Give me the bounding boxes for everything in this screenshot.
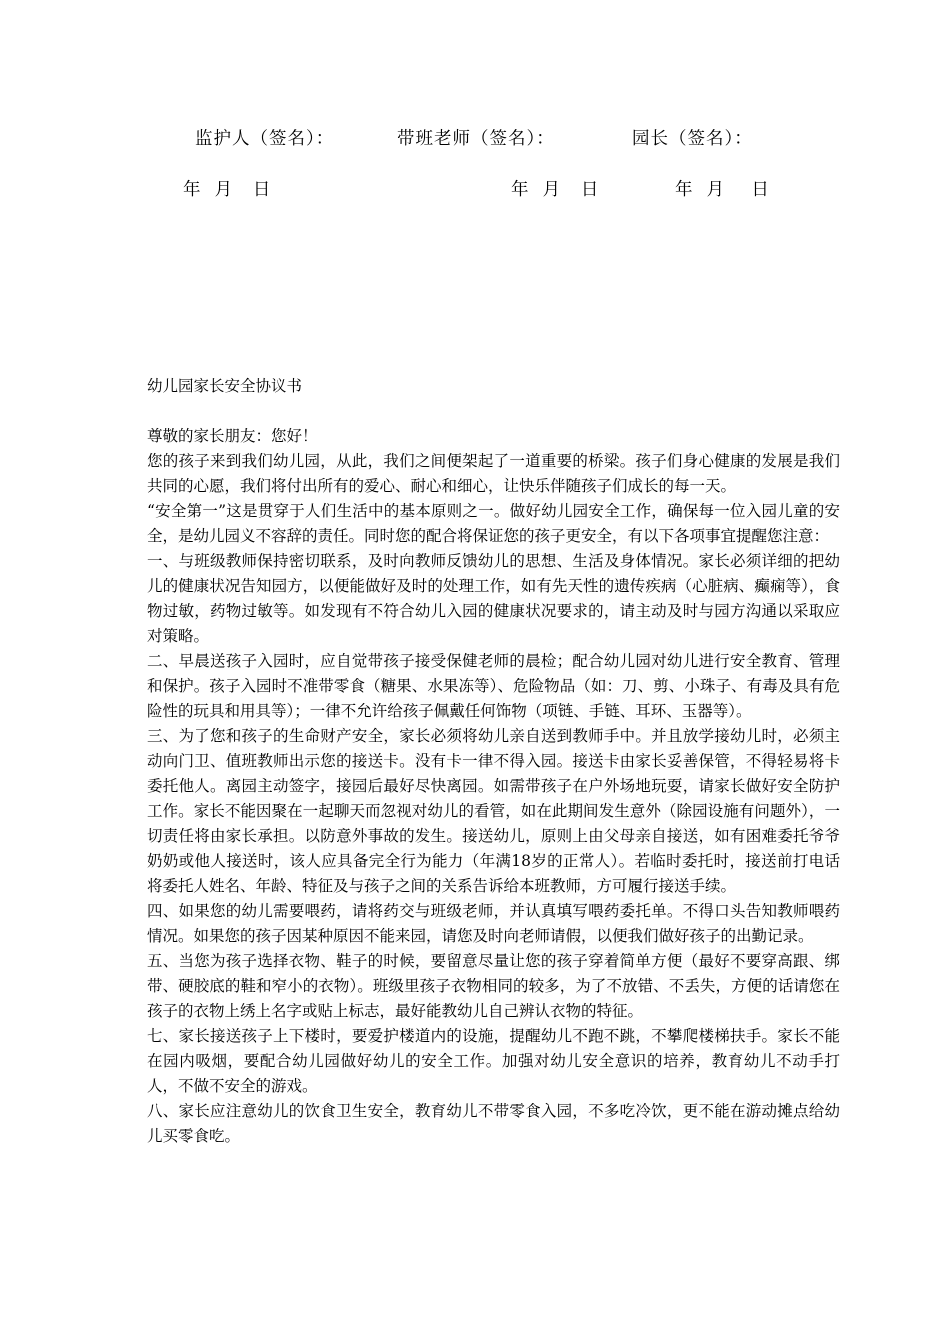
signature-labels-row	[0, 125, 950, 155]
greeting: 尊敬的家长朋友：您好！	[147, 427, 318, 445]
paragraph-intro: 您的孩子来到我们幼儿园，从此，我们之间便架起了一道重要的桥梁。孩子们身心健康的发展是我们共同的心愿，我们将付出所有的爱心、耐心和细心，让快乐伴随孩子们成长的每一天。	[147, 452, 840, 495]
paragraph-item-1: 一、与班级教师保持密切联系，及时向教师反馈幼儿的思想、生活及身体情况。家长必须详细的把幼儿的健康状况告知园方，以便能做好及时的处理工作，如有先天性的遗传疾病（心脏病、癫痫等），食物过敏，药物过敏等。如发现有不符合幼儿入园的健康状况要求的，请主动及时与园方沟通以采取应对策略。	[147, 552, 840, 645]
paragraph-item-7: 七、家长接送孩子上下楼时，要爱护楼道内的设施，提醒幼儿不跑不跳，不攀爬楼梯扶手。家长不能在园内吸烟，要配合幼儿园做好幼儿的安全工作。加强对幼儿安全意识的培养，教育幼儿不动手打人，不做不安全的游戏。	[147, 1027, 840, 1095]
signature-dates-row	[0, 176, 950, 206]
paragraph-item-4: 四、如果您的幼儿需要喂药，请将药交与班级老师，并认真填写喂药委托单。不得口头告知教师喂药情况。如果您的孩子因某种原因不能来园，请您及时向老师请假，以便我们做好孩子的出勤记录。	[147, 902, 840, 945]
teacher-date: 年 月 日	[511, 180, 600, 200]
paragraph-item-3: 三、为了您和孩子的生命财产安全，家长必须将幼儿亲自送到教师手中。并且放学接幼儿时，必须主动向门卫、值班教师出示您的接送卡。没有卡一律不得入园。接送卡由家长妥善保管，不得轻易将卡委托他人。离园主动签字，接园后最好尽快离园。如需带孩子在户外场地玩耍，请家长做好安全防护工作。家长不能因聚在一起聊天而忽视对幼儿的看管，如在此期间发生意外（除园设施有问题外），一切责任将由家长承担。以防意外事故的发生。接送幼儿，原则上由父母亲自接送，如有困难委托爷爷奶奶或他人接送时，该人应具备完全行为能力（年满18岁的正常人）。若临时委托时，接送前打电话将委托人姓名、年龄、特征及与孩子之间的关系告诉给本班教师，方可履行接送手续。	[147, 727, 840, 895]
teacher-signature-label: 带班老师（签名）：	[397, 129, 555, 149]
paragraph-item-2: 二、早晨送孩子入园时，应自觉带孩子接受保健老师的晨检；配合幼儿园对幼儿进行安全教育、管理和保护。孩子入园时不准带零食（糖果、水果冻等）、危险物品（如：刀、剪、小珠子、有毒及具有危险性的玩具和用具等）；一律不允许给孩子佩戴任何饰物（项链、手链、耳环、玉器等）。	[147, 652, 840, 720]
document-body	[147, 424, 840, 1149]
guardian-signature-label: 监护人（签名）：	[195, 129, 335, 149]
director-signature-label: 园长（签名）：	[632, 129, 753, 149]
guardian-date: 年 月 日	[183, 180, 272, 200]
paragraph-safety-first: “安全第一”这是贯穿于人们生活中的基本原则之一。做好幼儿园安全工作，确保每一位入园儿童的安全，是幼儿园义不容辞的责任。同时您的配合将保证您的孩子更安全，有以下各项事宜提醒您注意：	[147, 502, 840, 545]
director-date: 年 月 日	[675, 180, 770, 200]
paragraph-item-5: 五、当您为孩子选择衣物、鞋子的时候，要留意尽量让您的孩子穿着简单方便（最好不要穿高跟、绑带、硬胶底的鞋和窄小的衣物）。班级里孩子衣物相同的较多，为了不放错、不丢失，方便的话请您在孩子的衣物上绣上名字或贴上标志，最好能教幼儿自己辨认衣物的特征。	[147, 952, 840, 1020]
document-title: 幼儿园家长安全协议书	[147, 377, 303, 395]
paragraph-item-8: 八、家长应注意幼儿的饮食卫生安全，教育幼儿不带零食入园，不多吃冷饮，更不能在游动摊点给幼儿买零食吃。	[147, 1102, 840, 1145]
